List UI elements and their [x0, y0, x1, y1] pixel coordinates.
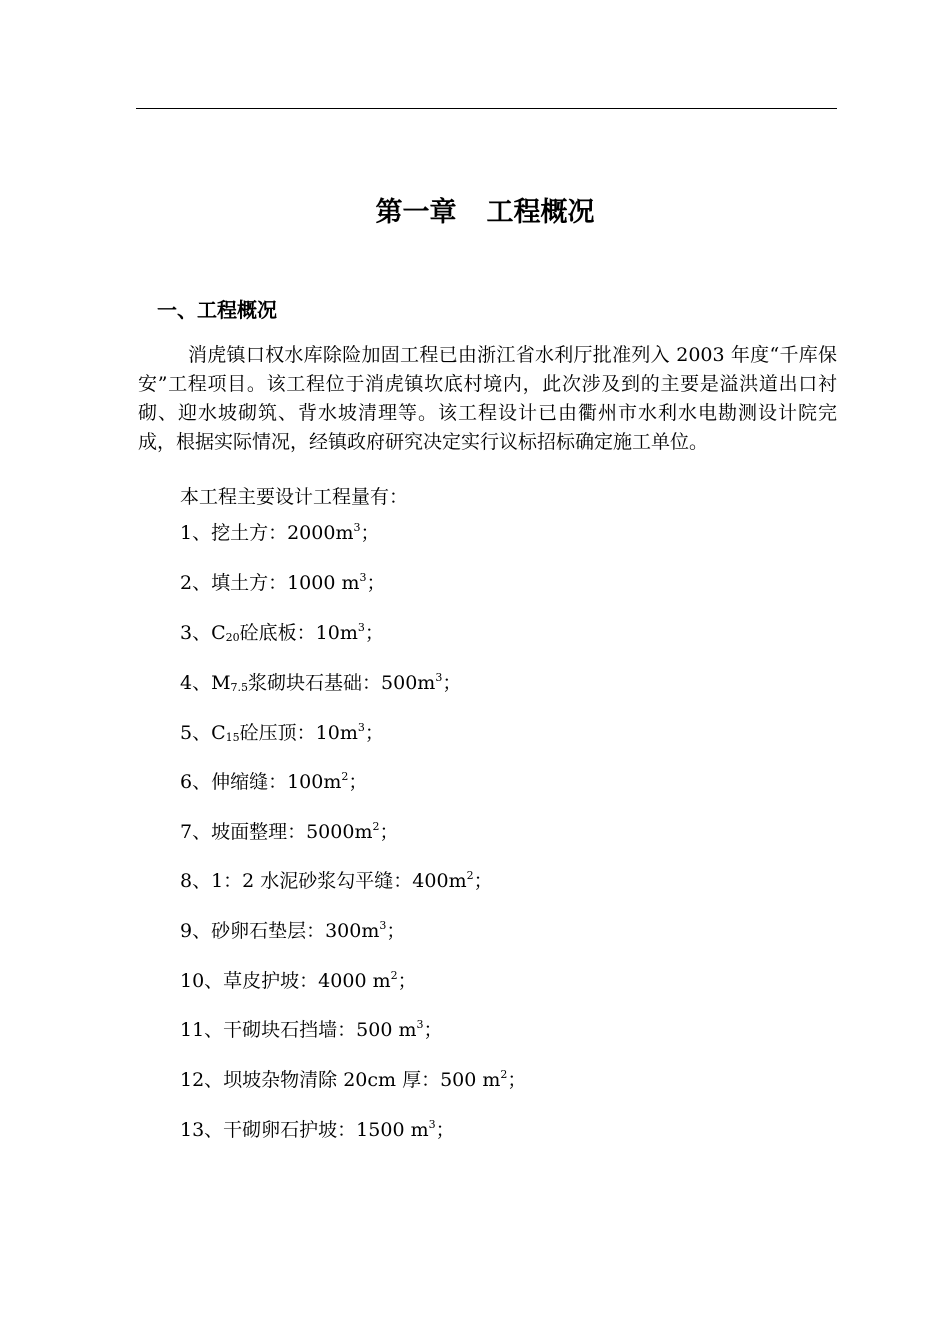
list-item: 6、伸缩缝：$100m^2$；: [180, 770, 368, 793]
section-heading: 一、工程概况: [157, 298, 277, 322]
list-item: 13、干砌卵石护坡：1500 $m^3$；: [180, 1118, 455, 1141]
list-item: 9、砂卵石垫层：$300m^3$；: [180, 919, 406, 942]
list-item: 4、$M_{7.5}$浆砌块石基础：$500m^3$；: [180, 671, 462, 694]
list-item: 8、1：2 水泥砂浆勾平缝：$400m^2$；: [180, 869, 493, 892]
list-item: 7、坡面整理：$5000m^2$；: [180, 820, 399, 843]
list-item: 12、坝坡杂物清除 20cm 厚：500 $m^2$；: [180, 1068, 527, 1091]
list-item: 2、填土方：1000 $m^3$；: [180, 571, 386, 594]
header-rule: [136, 108, 837, 109]
chapter-number: 第一章: [375, 197, 457, 228]
list-item: 11、干砌块石挡墙：500 $m^3$；: [180, 1018, 443, 1041]
overview-paragraph: 消虎镇口权水库除险加固工程已由浙江省水利厅批准列入 2003 年度“千库保安”工程项目。该工程位于消虎镇坎底村境内，此次涉及到的主要是溢洪道出口衬砌、迎水坡砌筑、背水坡清理等。该工程设计已由衢州市水利水电勘测设计院完成，根据实际情况，经镇政府研究决定实行议标招标确定施工单位。: [138, 344, 837, 453]
list-item: 10、草皮护坡：4000 $m^2$；: [180, 969, 417, 992]
list-item: 3、$C_{20}$砼底板：$10m^3$；: [180, 621, 384, 644]
list-item: 1、挖土方：$2000m^3$；: [180, 521, 380, 544]
list-item: 5、$C_{15}$砼压顶：$10m^3$；: [180, 721, 384, 744]
chapter-name: 工程概况: [486, 197, 595, 228]
quantities-intro: 本工程主要设计工程量有：: [180, 486, 409, 508]
chapter-title: [0, 190, 950, 229]
